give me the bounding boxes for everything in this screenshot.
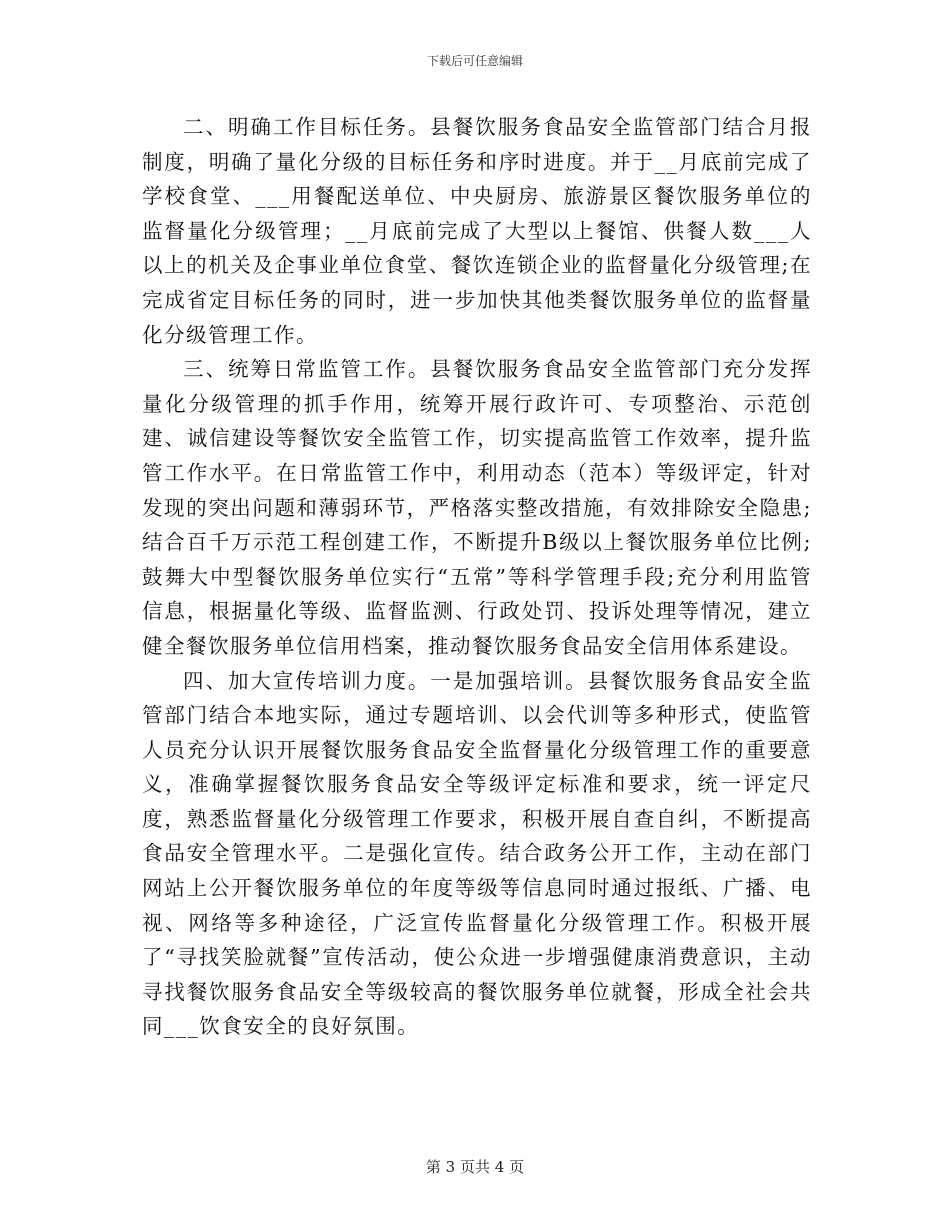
paragraph-publicity-training: 四、加大宣传培训力度。一是加强培训。县餐饮服务食品安全监管部门结合本地实际，通过专题培训、以会代训等多种形式，使监管人员充分认识开展餐饮服务食品安全监督量化分级管理工作的重要意义，准确掌握餐饮服务食品安全等级评定标准和要求，统一评定尺度，熟悉监督量化分级管理工作要求，积极开展自查自纠，不断提高食品安全管理水平。二是强化宣传。结合政务公开工作，主动在部门网站上公开餐饮服务单位的年度等级等信息同时通过报纸、广播、电视、网络等多种途径，广泛宣传监督量化分级管理工作。积极开展了“寻找笑脸就餐”宣传活动，使公众进一步增强健康消费意识，主动寻找餐饮服务食品安全等级较高的餐饮服务单位就餐，形成全社会共同___饮食安全的良好氛围。 <box>142 668 812 1039</box>
paragraph-daily-supervision: 三、统筹日常监管工作。县餐饮服务食品安全监管部门充分发挥量化分级管理的抓手作用，统筹开展行政许可、专项整治、示范创建、诚信建设等餐饮安全监管工作，切实提高监管工作效率，提升监管工作水平。在日常监管工作中，利用动态（范本）等级评定，针对发现的突出问题和薄弱环节，严格落实整改措施，有效排除安全隐患;结合百千万示范工程创建工作，不断提升B级以上餐饮服务单位比例;鼓舞大中型餐饮服务单位实行“五常”等科学管理手段;充分利用监管信息，根据量化等级、监督监测、行政处罚、投诉处理等情况，建立健全餐饮服务单位信用档案，推动餐饮服务食品安全信用体系建设。 <box>142 357 812 658</box>
paragraph-work-targets: 二、明确工作目标任务。县餐饮服务食品安全监管部门结合月报制度，明确了量化分级的目标任务和序时进度。并于__月底前完成了学校食堂、___用餐配送单位、中央厨房、旅游景区餐饮服务单位的监督量化分级管理；__月底前完成了大型以上餐馆、供餐人数___人以上的机关及企事业单位食堂、餐饮连锁企业的监督量化分级管理;在完成省定目标任务的同时，进一步加快其他类餐饮服务单位的监督量化分级管理工作。 <box>142 115 812 347</box>
page-number: 第 3 页共 4 页 <box>425 1158 525 1176</box>
document-body <box>142 110 812 1044</box>
page-header-note: 下载后可任意编辑 <box>426 54 523 68</box>
